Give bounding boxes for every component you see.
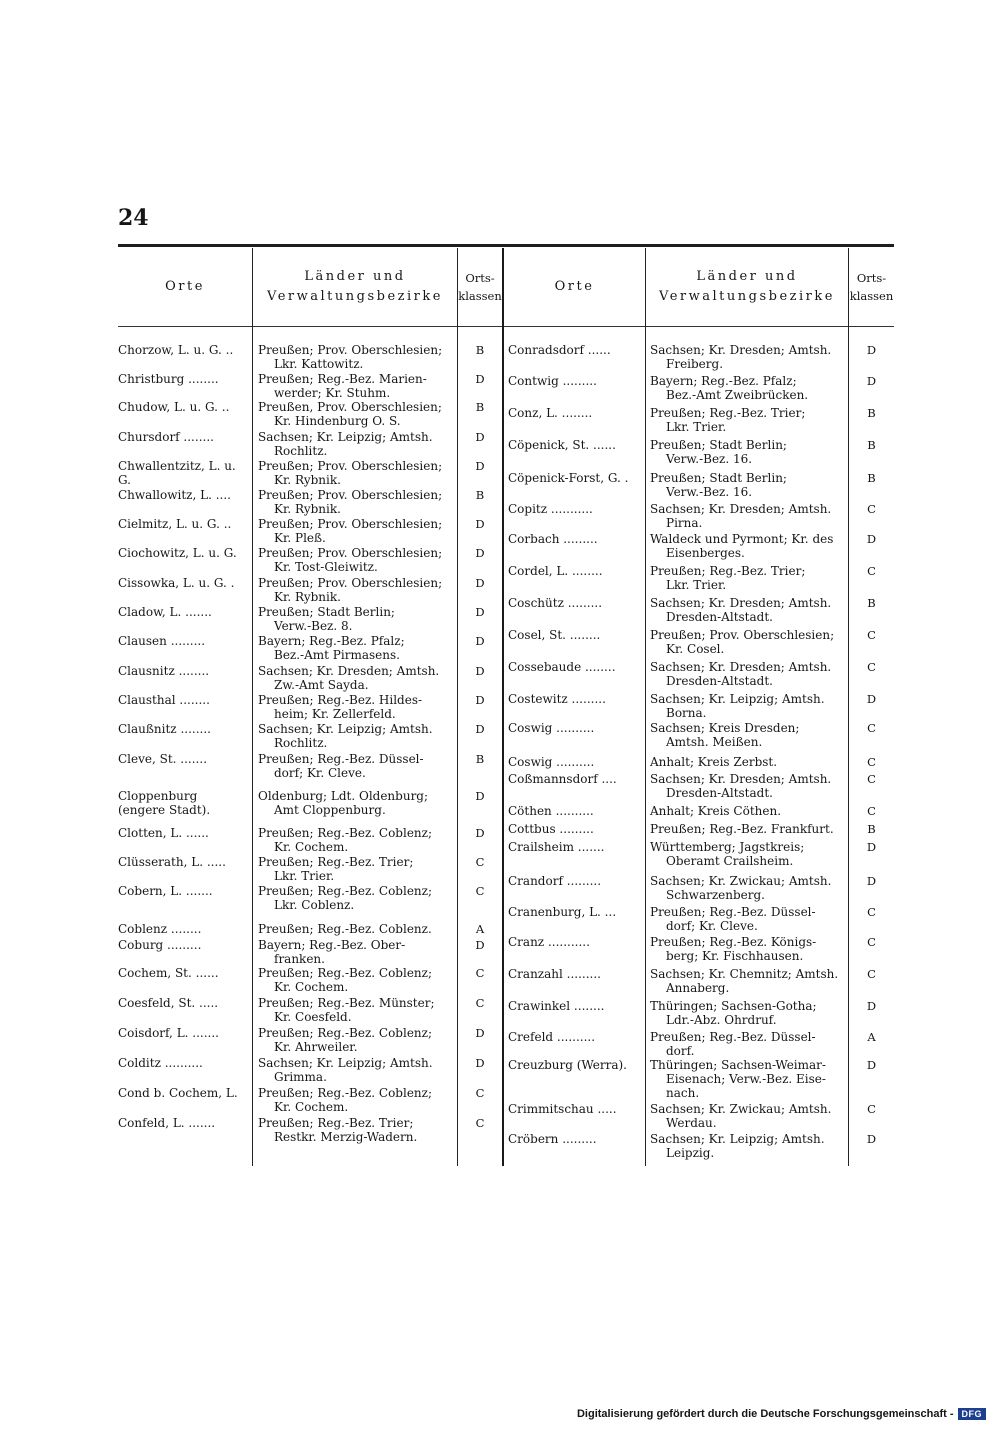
region-line: Eisenberges. bbox=[666, 546, 745, 560]
header-laender-line1: Länder und bbox=[304, 269, 406, 284]
place-name: Cloppenburg (engere Stadt). bbox=[118, 789, 211, 817]
region-line: Preußen; Reg.-Bez. Trier; bbox=[258, 855, 414, 869]
region-line: Amtsh. Meißen. bbox=[666, 735, 763, 749]
orts-klasse: C bbox=[867, 772, 876, 786]
place-name: Clausthal ........ bbox=[118, 693, 210, 707]
header-rule bbox=[118, 326, 894, 327]
orts-klasse: B bbox=[475, 343, 485, 357]
region-line: Oberamt Crailsheim. bbox=[666, 854, 794, 868]
top-rule bbox=[118, 244, 894, 247]
administrative-region bbox=[258, 517, 450, 545]
orts-klasse: B bbox=[475, 488, 485, 502]
header-orte-right bbox=[504, 248, 645, 326]
region-line: Lkr. Trier. bbox=[666, 420, 727, 434]
region-line: Leipzig. bbox=[666, 1146, 715, 1160]
administrative-region bbox=[650, 999, 840, 1027]
region-line: Bez.-Amt Zweibrücken. bbox=[666, 388, 809, 402]
orts-klasse: B bbox=[867, 471, 876, 485]
place-name: Conradsdorf ...... bbox=[508, 343, 611, 357]
region-line: Kr. Cochem. bbox=[274, 980, 349, 994]
orts-klasse: D bbox=[475, 546, 485, 560]
place-name: Chorzow, L. u. G. .. bbox=[118, 343, 234, 357]
region-line: Dresden-Altstadt. bbox=[666, 786, 773, 800]
administrative-region bbox=[258, 546, 450, 574]
orts-klasse: C bbox=[867, 755, 876, 769]
region-line: Preußen; Prov. Oberschlesien; bbox=[258, 488, 443, 502]
region-line: Preußen; Stadt Berlin; bbox=[650, 471, 787, 485]
header-klassen-line2: klassen bbox=[849, 289, 894, 303]
place-name: Coßmannsdorf .... bbox=[508, 772, 617, 786]
orts-klasse: C bbox=[867, 967, 876, 981]
region-line: Thüringen; Sachsen-Gotha; bbox=[650, 999, 817, 1013]
region-line: Kr. Cochem. bbox=[274, 840, 349, 854]
place-name: Cranzahl ......... bbox=[508, 967, 601, 981]
place-name: Cordel, L. ........ bbox=[508, 564, 603, 578]
region-line: Bayern; Reg.-Bez. Pfalz; bbox=[258, 634, 405, 648]
orts-klasse: B bbox=[867, 596, 876, 610]
header-orte-text: Orte bbox=[165, 279, 205, 294]
place-name: Clausen ......... bbox=[118, 634, 206, 648]
orts-klasse: D bbox=[475, 459, 485, 473]
administrative-region bbox=[258, 488, 450, 516]
administrative-region bbox=[258, 722, 450, 750]
region-line: Sachsen; Kr. Leipzig; Amtsh. bbox=[258, 722, 433, 736]
column-divider bbox=[252, 248, 253, 1166]
region-line: Preußen; Reg.-Bez. Marien- bbox=[258, 372, 427, 386]
header-klassen-left bbox=[458, 248, 502, 326]
footer-text: Digitalisierung gefördert durch die Deutsche Forschungsgemeinschaft - bbox=[576, 1408, 954, 1420]
region-line: Preußen; Reg.-Bez. Coblenz; bbox=[258, 1026, 433, 1040]
place-name: Coswig .......... bbox=[508, 721, 595, 735]
region-line: Preußen; Prov. Oberschlesien; bbox=[258, 459, 443, 473]
place-name: Chwallowitz, L. .... bbox=[118, 488, 231, 502]
region-line: Preußen; Reg.-Bez. Coblenz; bbox=[258, 1086, 433, 1100]
region-line: Bayern; Reg.-Bez. Ober- bbox=[258, 938, 406, 952]
administrative-region bbox=[650, 822, 840, 836]
administrative-region bbox=[258, 938, 450, 966]
administrative-region bbox=[258, 996, 450, 1024]
orts-klasse: D bbox=[866, 692, 877, 706]
region-line: Kr. Tost-Gleiwitz. bbox=[274, 560, 378, 574]
region-line: Zw.-Amt Sayda. bbox=[274, 678, 369, 692]
administrative-region bbox=[258, 1056, 450, 1084]
page-number: 24 bbox=[118, 205, 149, 231]
orts-klasse: C bbox=[867, 502, 876, 516]
region-line: nach. bbox=[666, 1086, 700, 1100]
place-name: Clüsserath, L. ..... bbox=[118, 855, 226, 869]
administrative-region bbox=[650, 406, 840, 434]
orts-klasse: C bbox=[867, 660, 876, 674]
place-name: Crefeld .......... bbox=[508, 1030, 596, 1044]
place-name: Cobern, L. ....... bbox=[118, 884, 213, 898]
orts-klasse: D bbox=[475, 789, 485, 803]
administrative-region bbox=[258, 459, 450, 487]
orts-klasse: C bbox=[867, 905, 876, 919]
orts-klasse: B bbox=[475, 752, 485, 766]
orts-klasse: C bbox=[475, 1086, 485, 1100]
place-name: Cleve, St. ....... bbox=[118, 752, 208, 766]
place-name: Contwig ......... bbox=[508, 374, 597, 388]
place-name: Coswig .......... bbox=[508, 755, 595, 769]
region-line: Kr. Cosel. bbox=[666, 642, 725, 656]
region-line: Sachsen; Kr. Dresden; Amtsh. bbox=[650, 343, 832, 357]
region-line: Preußen; Prov. Oberschlesien; bbox=[258, 343, 443, 357]
administrative-region bbox=[650, 840, 840, 868]
place-name: Coisdorf, L. ....... bbox=[118, 1026, 219, 1040]
region-line: Oldenburg; Ldt. Oldenburg; bbox=[258, 789, 429, 803]
center-divider bbox=[502, 248, 504, 1166]
place-name: Cröbern ......... bbox=[508, 1132, 597, 1146]
column-divider bbox=[645, 248, 646, 1166]
region-line: Verw.-Bez. 16. bbox=[666, 452, 753, 466]
administrative-region bbox=[650, 471, 840, 499]
region-line: Preußen; Stadt Berlin; bbox=[650, 438, 787, 452]
region-line: Kr. Pleß. bbox=[274, 531, 326, 545]
administrative-region bbox=[258, 664, 450, 692]
region-line: Preußen; Reg.-Bez. Trier; bbox=[258, 1116, 414, 1130]
administrative-region bbox=[650, 1030, 840, 1058]
region-line: Restkr. Merzig-Wadern. bbox=[274, 1130, 418, 1144]
region-line: Sachsen; Kr. Dresden; Amtsh. bbox=[650, 772, 832, 786]
region-line: Sachsen; Kr. Leipzig; Amtsh. bbox=[258, 1056, 433, 1070]
header-orte-text: Orte bbox=[554, 279, 595, 294]
orts-klasse: D bbox=[475, 664, 485, 678]
header-laender-line1: Länder und bbox=[696, 269, 798, 284]
administrative-region bbox=[650, 374, 840, 402]
region-line: Kr. Coesfeld. bbox=[274, 1010, 352, 1024]
orts-klasse: D bbox=[475, 372, 485, 386]
region-line: franken. bbox=[274, 952, 325, 966]
orts-klasse: C bbox=[867, 1102, 876, 1116]
administrative-region bbox=[258, 884, 450, 912]
region-line: Amt Cloppenburg. bbox=[274, 803, 386, 817]
region-line: Anhalt; Kreis Zerbst. bbox=[650, 755, 778, 769]
region-line: Sachsen; Kr. Dresden; Amtsh. bbox=[650, 596, 832, 610]
orts-klasse: C bbox=[867, 721, 876, 735]
place-name: Crimmitschau ..... bbox=[508, 1102, 617, 1116]
region-line: Verw.-Bez. 8. bbox=[274, 619, 353, 633]
region-line: Lkr. Kattowitz. bbox=[274, 357, 364, 371]
region-line: Waldeck und Pyrmont; Kr. des bbox=[650, 532, 834, 546]
region-line: Dresden-Altstadt. bbox=[666, 610, 773, 624]
place-name: Cöpenick-Forst, G. . bbox=[508, 471, 629, 485]
administrative-region bbox=[650, 967, 840, 995]
region-line: Rochlitz. bbox=[274, 736, 328, 750]
orts-klasse: D bbox=[475, 826, 485, 840]
administrative-region bbox=[650, 772, 840, 800]
place-name: Crandorf ......... bbox=[508, 874, 602, 888]
region-line: Preußen; Reg.-Bez. Düssel- bbox=[650, 905, 816, 919]
region-line: Sachsen; Kr. Dresden; Amtsh. bbox=[650, 660, 832, 674]
place-name: Coburg ......... bbox=[118, 938, 202, 952]
orts-klasse: B bbox=[867, 438, 876, 452]
region-line: Borna. bbox=[666, 706, 707, 720]
region-line: Preußen; Reg.-Bez. Coblenz. bbox=[258, 922, 432, 936]
region-line: Annaberg. bbox=[666, 981, 730, 995]
region-line: Preußen; Reg.-Bez. Trier; bbox=[650, 564, 806, 578]
orts-klasse: C bbox=[475, 966, 485, 980]
region-line: Dresden-Altstadt. bbox=[666, 674, 773, 688]
header-klassen-line1: Orts- bbox=[856, 271, 887, 285]
orts-klasse: B bbox=[867, 406, 876, 420]
place-name: Cranenburg, L. ... bbox=[508, 905, 617, 919]
place-name: Copitz ........... bbox=[508, 502, 593, 516]
administrative-region bbox=[650, 721, 840, 749]
administrative-region bbox=[650, 1058, 840, 1100]
administrative-region bbox=[650, 905, 840, 933]
region-line: Verw.-Bez. 16. bbox=[666, 485, 753, 499]
administrative-region bbox=[650, 596, 840, 624]
region-line: Sachsen; Kr. Chemnitz; Amtsh. bbox=[650, 967, 839, 981]
region-line: Preußen; Reg.-Bez. Frankfurt. bbox=[650, 822, 834, 836]
region-line: Preußen; Reg.-Bez. Hildes- bbox=[258, 693, 423, 707]
orts-klasse: D bbox=[475, 722, 485, 736]
region-line: Rochlitz. bbox=[274, 444, 328, 458]
region-line: dorf; Kr. Cleve. bbox=[274, 766, 366, 780]
orts-klasse: C bbox=[867, 564, 876, 578]
region-line: Kr. Rybnik. bbox=[274, 590, 341, 604]
orts-klasse: D bbox=[866, 1132, 877, 1146]
footer-credit bbox=[577, 1408, 986, 1420]
region-line: Bez.-Amt Pirmasens. bbox=[274, 648, 400, 662]
administrative-region bbox=[258, 1026, 450, 1054]
region-line: Lkr. Coblenz. bbox=[274, 898, 355, 912]
region-line: Sachsen; Kreis Dresden; bbox=[650, 721, 800, 735]
administrative-region bbox=[650, 502, 840, 530]
region-line: Preußen; Prov. Oberschlesien; bbox=[258, 546, 443, 560]
region-line: Preußen; Prov. Oberschlesien; bbox=[650, 628, 835, 642]
orts-klasse: C bbox=[475, 884, 485, 898]
place-name: Cöpenick, St. ...... bbox=[508, 438, 616, 452]
administrative-region bbox=[650, 660, 840, 688]
place-name: Claußnitz ........ bbox=[118, 722, 211, 736]
region-line: Ldr.-Abz. Ohrdruf. bbox=[666, 1013, 777, 1027]
place-name: Cissowka, L. u. G. . bbox=[118, 576, 235, 590]
orts-klasse: C bbox=[867, 935, 876, 949]
region-line: Sachsen; Kr. Zwickau; Amtsh. bbox=[650, 1102, 832, 1116]
place-name: Cranz ........... bbox=[508, 935, 590, 949]
place-name: Cöthen .......... bbox=[508, 804, 594, 818]
administrative-region bbox=[258, 826, 450, 854]
orts-klasse: D bbox=[866, 874, 877, 888]
region-line: Sachsen; Kr. Leipzig; Amtsh. bbox=[258, 430, 433, 444]
orts-klasse: D bbox=[866, 840, 877, 854]
region-line: werder; Kr. Stuhm. bbox=[274, 386, 391, 400]
region-line: Preußen; Reg.-Bez. Düssel- bbox=[650, 1030, 816, 1044]
region-line: Kr. Ahrweiler. bbox=[274, 1040, 358, 1054]
administrative-region bbox=[258, 343, 450, 371]
region-line: Preußen, Prov. Oberschlesien; bbox=[258, 400, 442, 414]
administrative-region bbox=[258, 1116, 450, 1144]
place-name: Cladow, L. ....... bbox=[118, 605, 212, 619]
region-line: Kr. Rybnik. bbox=[274, 502, 341, 516]
administrative-region bbox=[258, 430, 450, 458]
place-name: Clotten, L. ...... bbox=[118, 826, 209, 840]
region-line: berg; Kr. Fischhausen. bbox=[666, 949, 804, 963]
administrative-region bbox=[650, 438, 840, 466]
dfg-logo: DFG bbox=[958, 1408, 987, 1420]
orts-klasse: D bbox=[475, 1026, 485, 1040]
header-orte-left bbox=[118, 248, 252, 326]
header-klassen-line2: klassen bbox=[458, 289, 502, 303]
orts-klasse: C bbox=[867, 628, 876, 642]
region-line: Grimma. bbox=[274, 1070, 327, 1084]
orts-klasse: B bbox=[475, 400, 485, 414]
region-line: dorf; Kr. Cleve. bbox=[666, 919, 758, 933]
orts-klasse: B bbox=[867, 822, 876, 836]
administrative-region bbox=[258, 1086, 450, 1114]
orts-klasse: D bbox=[866, 999, 877, 1013]
place-name: Cochem, St. ...... bbox=[118, 966, 219, 980]
region-line: Kr. Hindenburg O. S. bbox=[274, 414, 401, 428]
orts-klasse: D bbox=[475, 517, 485, 531]
orts-klasse: C bbox=[475, 996, 485, 1010]
orts-klasse: D bbox=[475, 1056, 485, 1070]
administrative-region bbox=[258, 752, 450, 780]
place-name: Creuzburg (Werra). bbox=[508, 1058, 627, 1072]
region-line: Preußen; Reg.-Bez. Coblenz; bbox=[258, 966, 433, 980]
region-line: Pirna. bbox=[666, 516, 703, 530]
place-name: Cond b. Cochem, L. bbox=[118, 1086, 238, 1100]
place-name: Chwallentzitz, L. u. G. bbox=[118, 459, 236, 487]
region-line: Sachsen; Kr. Zwickau; Amtsh. bbox=[650, 874, 832, 888]
region-line: Eisenach; Verw.-Bez. Eise- bbox=[666, 1072, 826, 1086]
region-line: Bayern; Reg.-Bez. Pfalz; bbox=[650, 374, 797, 388]
orts-klasse: D bbox=[866, 1058, 877, 1072]
place-name: Chursdorf ........ bbox=[118, 430, 214, 444]
place-name: Costewitz ......... bbox=[508, 692, 606, 706]
administrative-region bbox=[258, 605, 450, 633]
region-line: Preußen; Reg.-Bez. Coblenz; bbox=[258, 884, 433, 898]
administrative-region bbox=[650, 755, 840, 769]
administrative-region bbox=[650, 1132, 840, 1160]
place-name: Clausnitz ........ bbox=[118, 664, 210, 678]
region-line: Thüringen; Sachsen-Weimar- bbox=[650, 1058, 826, 1072]
administrative-region bbox=[650, 628, 840, 656]
administrative-region bbox=[258, 855, 450, 883]
administrative-region bbox=[258, 789, 450, 817]
region-line: Lkr. Trier. bbox=[274, 869, 335, 883]
orts-klasse: C bbox=[475, 855, 485, 869]
orts-klasse: C bbox=[867, 804, 876, 818]
region-line: Württemberg; Jagstkreis; bbox=[650, 840, 805, 854]
region-line: Preußen; Reg.-Bez. Königs- bbox=[650, 935, 817, 949]
place-name: Christburg ........ bbox=[118, 372, 219, 386]
administrative-region bbox=[258, 922, 450, 936]
place-name: Cosel, St. ........ bbox=[508, 628, 601, 642]
region-line: Sachsen; Kr. Dresden; Amtsh. bbox=[258, 664, 440, 678]
administrative-region bbox=[650, 343, 840, 371]
header-klassen-line1: Orts- bbox=[465, 271, 495, 285]
place-name: Crailsheim ....... bbox=[508, 840, 605, 854]
region-line: Kr. Rybnik. bbox=[274, 473, 341, 487]
place-name: Crawinkel ........ bbox=[508, 999, 605, 1013]
region-line: Preußen; Reg.-Bez. Trier; bbox=[650, 406, 806, 420]
region-line: Preußen; Reg.-Bez. Münster; bbox=[258, 996, 435, 1010]
administrative-region bbox=[650, 1102, 840, 1130]
administrative-region bbox=[650, 532, 840, 560]
region-line: Preußen; Stadt Berlin; bbox=[258, 605, 395, 619]
place-name: Chudow, L. u. G. .. bbox=[118, 400, 230, 414]
region-line: Lkr. Trier. bbox=[666, 578, 727, 592]
region-line: Kr. Cochem. bbox=[274, 1100, 349, 1114]
header-laender-line2: Verwaltungsbezirke bbox=[267, 289, 443, 304]
administrative-region bbox=[650, 874, 840, 902]
header-laender-line2: Verwaltungsbezirke bbox=[659, 289, 835, 304]
administrative-region bbox=[258, 693, 450, 721]
region-line: Sachsen; Kr. Leipzig; Amtsh. bbox=[650, 1132, 825, 1146]
orts-klasse: D bbox=[475, 634, 485, 648]
administrative-region bbox=[650, 692, 840, 720]
place-name: Cielmitz, L. u. G. .. bbox=[118, 517, 232, 531]
region-line: Schwarzenberg. bbox=[666, 888, 765, 902]
region-line: Anhalt; Kreis Cöthen. bbox=[650, 804, 782, 818]
administrative-region bbox=[258, 400, 450, 428]
orts-klasse: D bbox=[475, 576, 485, 590]
orts-klasse: D bbox=[866, 532, 877, 546]
orts-klasse: D bbox=[475, 430, 485, 444]
administrative-region bbox=[258, 372, 450, 400]
region-line: dorf. bbox=[666, 1044, 695, 1058]
orts-klasse: D bbox=[475, 605, 485, 619]
place-name: Confeld, L. ....... bbox=[118, 1116, 216, 1130]
administrative-region bbox=[258, 966, 450, 994]
header-klassen-right bbox=[849, 248, 894, 326]
place-name: Cottbus ......... bbox=[508, 822, 594, 836]
place-name: Corbach ......... bbox=[508, 532, 598, 546]
orts-klasse: C bbox=[475, 1116, 485, 1130]
administrative-region bbox=[258, 576, 450, 604]
region-line: Preußen; Prov. Oberschlesien; bbox=[258, 517, 443, 531]
region-line: Preußen; Reg.-Bez. Düssel- bbox=[258, 752, 424, 766]
header-laender-left bbox=[253, 248, 457, 326]
region-line: Preußen; Prov. Oberschlesien; bbox=[258, 576, 443, 590]
region-line: Freiberg. bbox=[666, 357, 724, 371]
place-name: Conz, L. ........ bbox=[508, 406, 593, 420]
orts-klasse: D bbox=[866, 343, 877, 357]
administrative-region bbox=[258, 634, 450, 662]
administrative-region bbox=[650, 804, 840, 818]
orts-klasse: D bbox=[475, 938, 485, 952]
administrative-region bbox=[650, 564, 840, 592]
orts-klasse: A bbox=[475, 922, 485, 936]
orts-klasse: D bbox=[475, 693, 485, 707]
orts-klasse: A bbox=[867, 1030, 876, 1044]
place-name: Coesfeld, St. ..... bbox=[118, 996, 219, 1010]
header-laender-right bbox=[646, 248, 848, 326]
region-line: Sachsen; Kr. Leipzig; Amtsh. bbox=[650, 692, 825, 706]
administrative-region bbox=[650, 935, 840, 963]
region-line: heim; Kr. Zellerfeld. bbox=[274, 707, 396, 721]
place-name: Ciochowitz, L. u. G. bbox=[118, 546, 237, 560]
place-name: Cossebaude ........ bbox=[508, 660, 616, 674]
place-name: Coschütz ......... bbox=[508, 596, 603, 610]
place-name: Coblenz ........ bbox=[118, 922, 202, 936]
region-line: Sachsen; Kr. Dresden; Amtsh. bbox=[650, 502, 832, 516]
place-name: Colditz .......... bbox=[118, 1056, 203, 1070]
region-line: Preußen; Reg.-Bez. Coblenz; bbox=[258, 826, 433, 840]
orts-klasse: D bbox=[866, 374, 877, 388]
region-line: Werdau. bbox=[666, 1116, 717, 1130]
